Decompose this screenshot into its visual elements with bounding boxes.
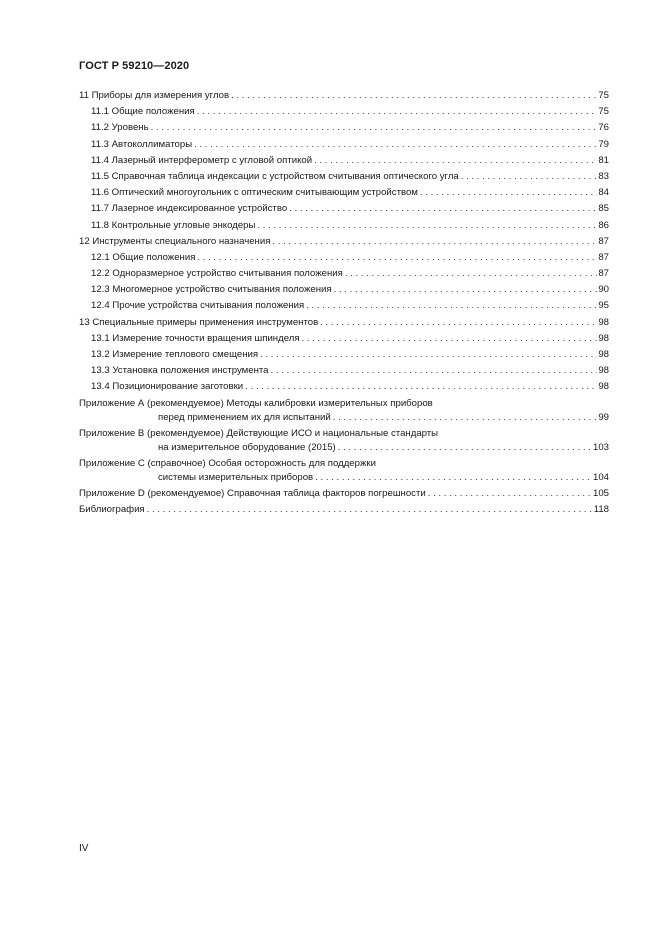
toc-entry	[79, 284, 609, 296]
dot-leader	[315, 472, 592, 484]
dot-leader	[197, 252, 597, 264]
toc-entry-title: 13.1 Измерение точности вращения шпинделя	[91, 332, 300, 344]
toc-entry-page: 98	[598, 316, 609, 328]
toc-entry-title: 13.3 Установка положения инструмента	[91, 365, 269, 377]
toc-entry-title: 12 Инструменты специального назначения	[79, 235, 271, 247]
toc-entry	[79, 442, 609, 454]
toc-entry	[79, 220, 609, 232]
toc-entry	[79, 488, 609, 500]
toc-entry-title: Приложение В (рекомендуемое) Действующие ИСО и национальные стандарты	[79, 427, 439, 439]
toc-appendix-heading	[79, 398, 609, 410]
toc-entry-page: 83	[598, 170, 609, 182]
toc-entry-title: 13 Специальные примеры применения инструментов	[79, 316, 319, 328]
toc-entry-page: 75	[598, 90, 609, 101]
toc-entry-page: 104	[592, 471, 609, 483]
dot-leader	[302, 333, 598, 345]
toc-entry-title: Приложение А (рекомендуемое) Методы калибровки измерительных приборов	[79, 397, 433, 409]
toc-entry-page: 87	[598, 268, 609, 280]
toc-appendix-heading	[79, 458, 609, 470]
toc-entry-page: 75	[598, 106, 609, 118]
dot-leader	[338, 442, 592, 454]
toc-entry	[79, 187, 609, 199]
dot-leader	[197, 106, 598, 118]
toc-entry-page: 76	[598, 122, 609, 134]
toc-entry-title: 11.4 Лазерный интерферометр с угловой оптикой	[91, 154, 313, 166]
toc-entry-continuation: системы измерительных приборов	[158, 471, 314, 483]
toc-entry	[79, 472, 609, 484]
toc-entry-title: 12.3 Многомерное устройство считывания положения	[91, 284, 332, 296]
dot-leader	[260, 349, 597, 361]
toc-entry	[79, 268, 609, 280]
toc-entry-page: 85	[598, 203, 609, 215]
document-header: ГОСТ Р 59210—2020	[79, 60, 190, 72]
toc-entry	[79, 333, 609, 345]
dot-leader	[257, 220, 597, 232]
dot-leader	[147, 504, 593, 516]
dot-leader	[334, 284, 598, 296]
toc-entry-page: 105	[592, 488, 609, 500]
toc-entry-title: Приложение D (рекомендуемое) Справочная таблица факторов погрешности	[79, 488, 426, 500]
toc-entry-page: 98	[598, 365, 609, 377]
table-of-contents	[79, 90, 609, 521]
toc-entry	[79, 90, 609, 102]
dot-leader	[289, 203, 597, 215]
toc-entry-title: 12.2 Одноразмерное устройство считывания положения	[91, 268, 343, 280]
dot-leader	[271, 365, 598, 377]
toc-entry	[79, 504, 609, 516]
dot-leader	[420, 187, 597, 199]
toc-entry-page: 95	[598, 300, 609, 312]
toc-entry-title: 11.8 Контрольные угловые энкодеры	[91, 219, 256, 231]
dot-leader	[245, 381, 597, 393]
toc-entry-title: 13.2 Измерение теплового смещения	[91, 349, 259, 360]
toc-entry-page: 103	[592, 441, 609, 453]
toc-entry	[79, 317, 609, 329]
toc-entry	[79, 349, 609, 361]
toc-entry-page: 118	[593, 504, 609, 516]
toc-entry	[79, 412, 609, 424]
toc-entry-continuation: на измерительное оборудование (2015)	[158, 441, 336, 453]
toc-entry	[79, 171, 609, 183]
toc-entry-title: 11.3 Автоколлиматоры	[91, 138, 193, 150]
toc-entry-page: 99	[598, 411, 609, 423]
toc-entry-title: 11.2 Уровень	[91, 122, 149, 134]
dot-leader	[231, 90, 597, 102]
toc-entry-continuation: перед применением их для испытаний	[158, 411, 331, 423]
dot-leader	[461, 171, 598, 183]
toc-entry	[79, 365, 609, 377]
toc-entry	[79, 155, 609, 167]
toc-entry-title: Приложение С (справочное) Особая осторожность для поддержки	[79, 457, 376, 469]
toc-entry-title: Библиография	[79, 504, 145, 516]
toc-entry-page: 90	[598, 284, 609, 296]
toc-entry-page: 81	[598, 154, 609, 166]
dot-leader	[306, 300, 597, 312]
toc-entry-title: 11.7 Лазерное индексированное устройство	[91, 203, 288, 215]
toc-entry-page: 84	[598, 187, 609, 199]
page-number: IV	[79, 843, 89, 854]
toc-entry-title: 12.1 Общие положения	[91, 251, 196, 263]
dot-leader	[428, 488, 592, 500]
dot-leader	[345, 268, 598, 280]
toc-entry-page: 79	[598, 138, 609, 150]
toc-entry-page: 87	[598, 251, 609, 263]
toc-entry	[79, 122, 609, 134]
toc-entry-title: 12.4 Прочие устройства считывания положения	[91, 300, 305, 312]
dot-leader	[320, 317, 597, 329]
toc-entry	[79, 252, 609, 264]
toc-entry-page: 98	[598, 381, 609, 393]
toc-entry-page: 98	[598, 332, 609, 344]
toc-entry	[79, 139, 609, 151]
toc-entry	[79, 381, 609, 393]
toc-entry	[79, 300, 609, 312]
toc-entry-title: 11.1 Общие положения	[91, 106, 195, 118]
toc-entry-title: 11.6 Оптический многоугольник с оптическим считывающим устройством	[91, 187, 418, 199]
toc-entry-page: 98	[598, 349, 609, 360]
dot-leader	[194, 139, 597, 151]
toc-entry	[79, 236, 609, 248]
dot-leader	[314, 155, 597, 167]
dot-leader	[151, 122, 598, 134]
toc-entry-page: 86	[598, 219, 609, 231]
toc-appendix-heading	[79, 428, 609, 440]
toc-entry-title: 13.4 Позиционирование заготовки	[91, 381, 244, 393]
toc-entry-title: 11 Приборы для измерения углов	[79, 90, 230, 101]
toc-entry	[79, 203, 609, 215]
toc-entry-title: 11.5 Справочная таблица индексации с устройством считывания оптического угла	[91, 170, 459, 182]
toc-entry	[79, 106, 609, 118]
dot-leader	[333, 412, 598, 424]
toc-entry-page: 87	[598, 235, 609, 247]
dot-leader	[272, 236, 597, 248]
